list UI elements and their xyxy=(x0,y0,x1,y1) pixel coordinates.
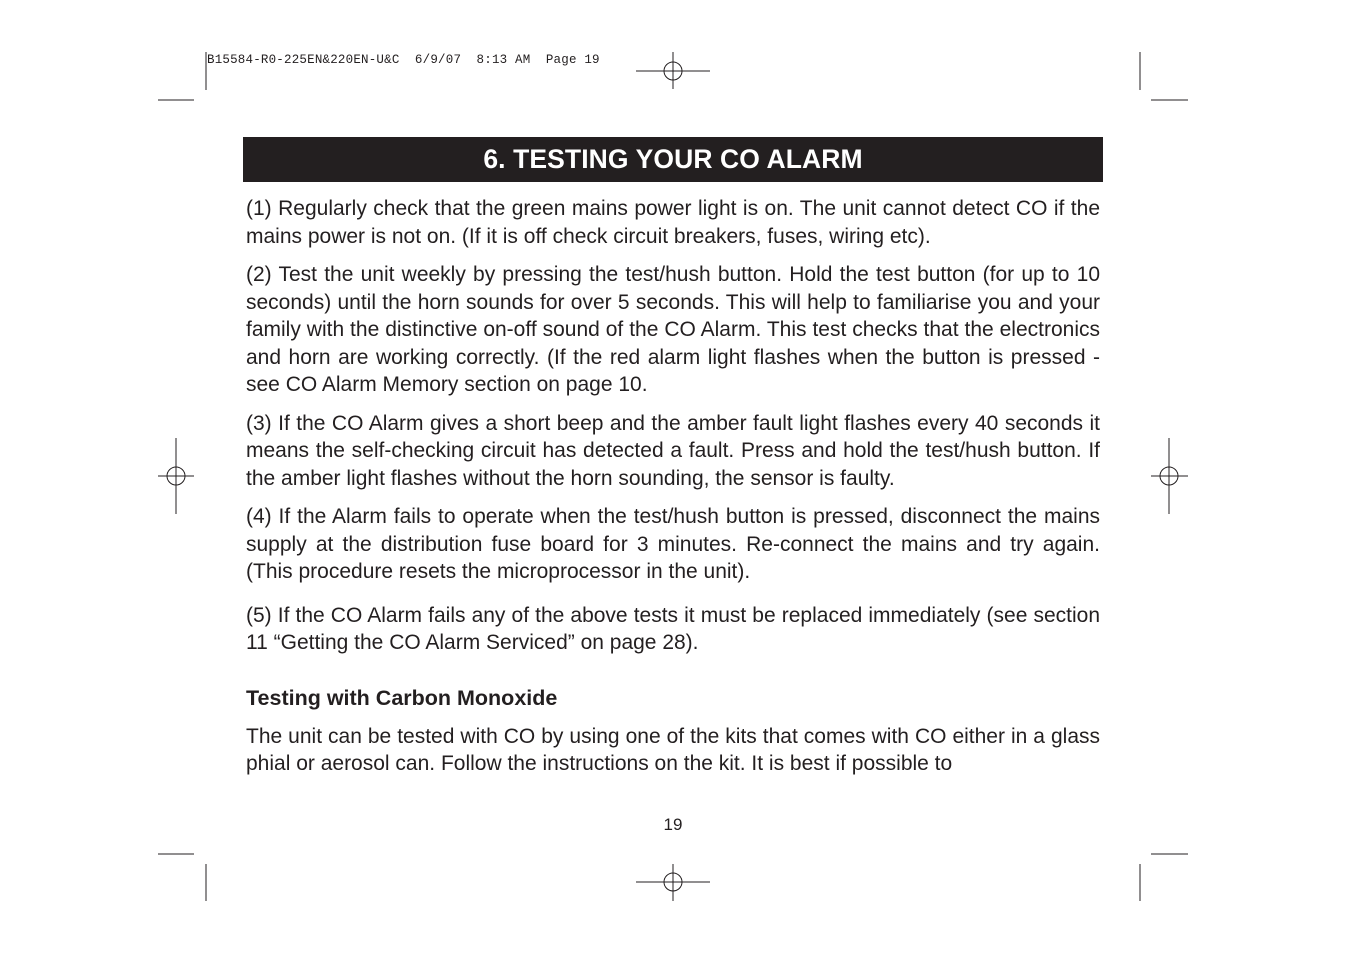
registration-mark-right xyxy=(1151,438,1188,514)
page-number: 19 xyxy=(663,815,683,834)
paragraph-5: (5) If the CO Alarm fails any of the above tests it must be replaced immediately (see section 11 “Getting the CO Alarm Serviced” on page 28). xyxy=(246,603,1100,654)
paragraph-2: (2) Test the unit weekly by pressing the test/hush button. Hold the test button (for up to 10 seconds) until the horn sounds for over 5 seconds. This will help to familiarise you and your family with the distinctive on-off sound of the CO Alarm. This test checks that the electronics and horn are working correctly. (If the red alarm light flashes when the button is pressed - see CO Alarm Memory section on page 10. xyxy=(246,263,1100,396)
section-title: 6. TESTING YOUR CO ALARM xyxy=(483,144,863,174)
paragraph-1: (1) Regularly check that the green mains power light is on. The unit cannot detect CO if the mains power is not on. (If it is off check circuit breakers, fuses, wiring etc). xyxy=(246,197,1100,248)
subsection-heading: Testing with Carbon Monoxide xyxy=(246,685,558,710)
print-slug: B15584-R0-225EN&220EN-U&C 6/9/07 8:13 AM Page 19 xyxy=(207,53,600,67)
registration-mark-left xyxy=(158,438,194,514)
subsection-text: The unit can be tested with CO by using one of the kits that comes with CO either in a glass phial or aerosol can. Follow the instructions on the kit. It is best if possible to xyxy=(246,724,1100,775)
registration-mark-bottom xyxy=(636,864,710,901)
section-title-bar xyxy=(243,137,1103,182)
registration-mark-top xyxy=(636,52,710,89)
paragraph-4: (4) If the Alarm fails to operate when the test/hush button is pressed, disconnect the mains supply at the distribution fuse board for 3 minutes. Re-connect the mains and try again. (This procedure resets the microprocessor in the unit). xyxy=(246,505,1100,583)
section-body xyxy=(246,195,1100,778)
paragraph-3: (3) If the CO Alarm gives a short beep and the amber fault light flashes every 40 seconds it means the self-checking circuit has detected a fault. Press and hold the test/hush button. If the amber light flashes without the horn sounding, the sensor is faulty. xyxy=(246,411,1100,490)
